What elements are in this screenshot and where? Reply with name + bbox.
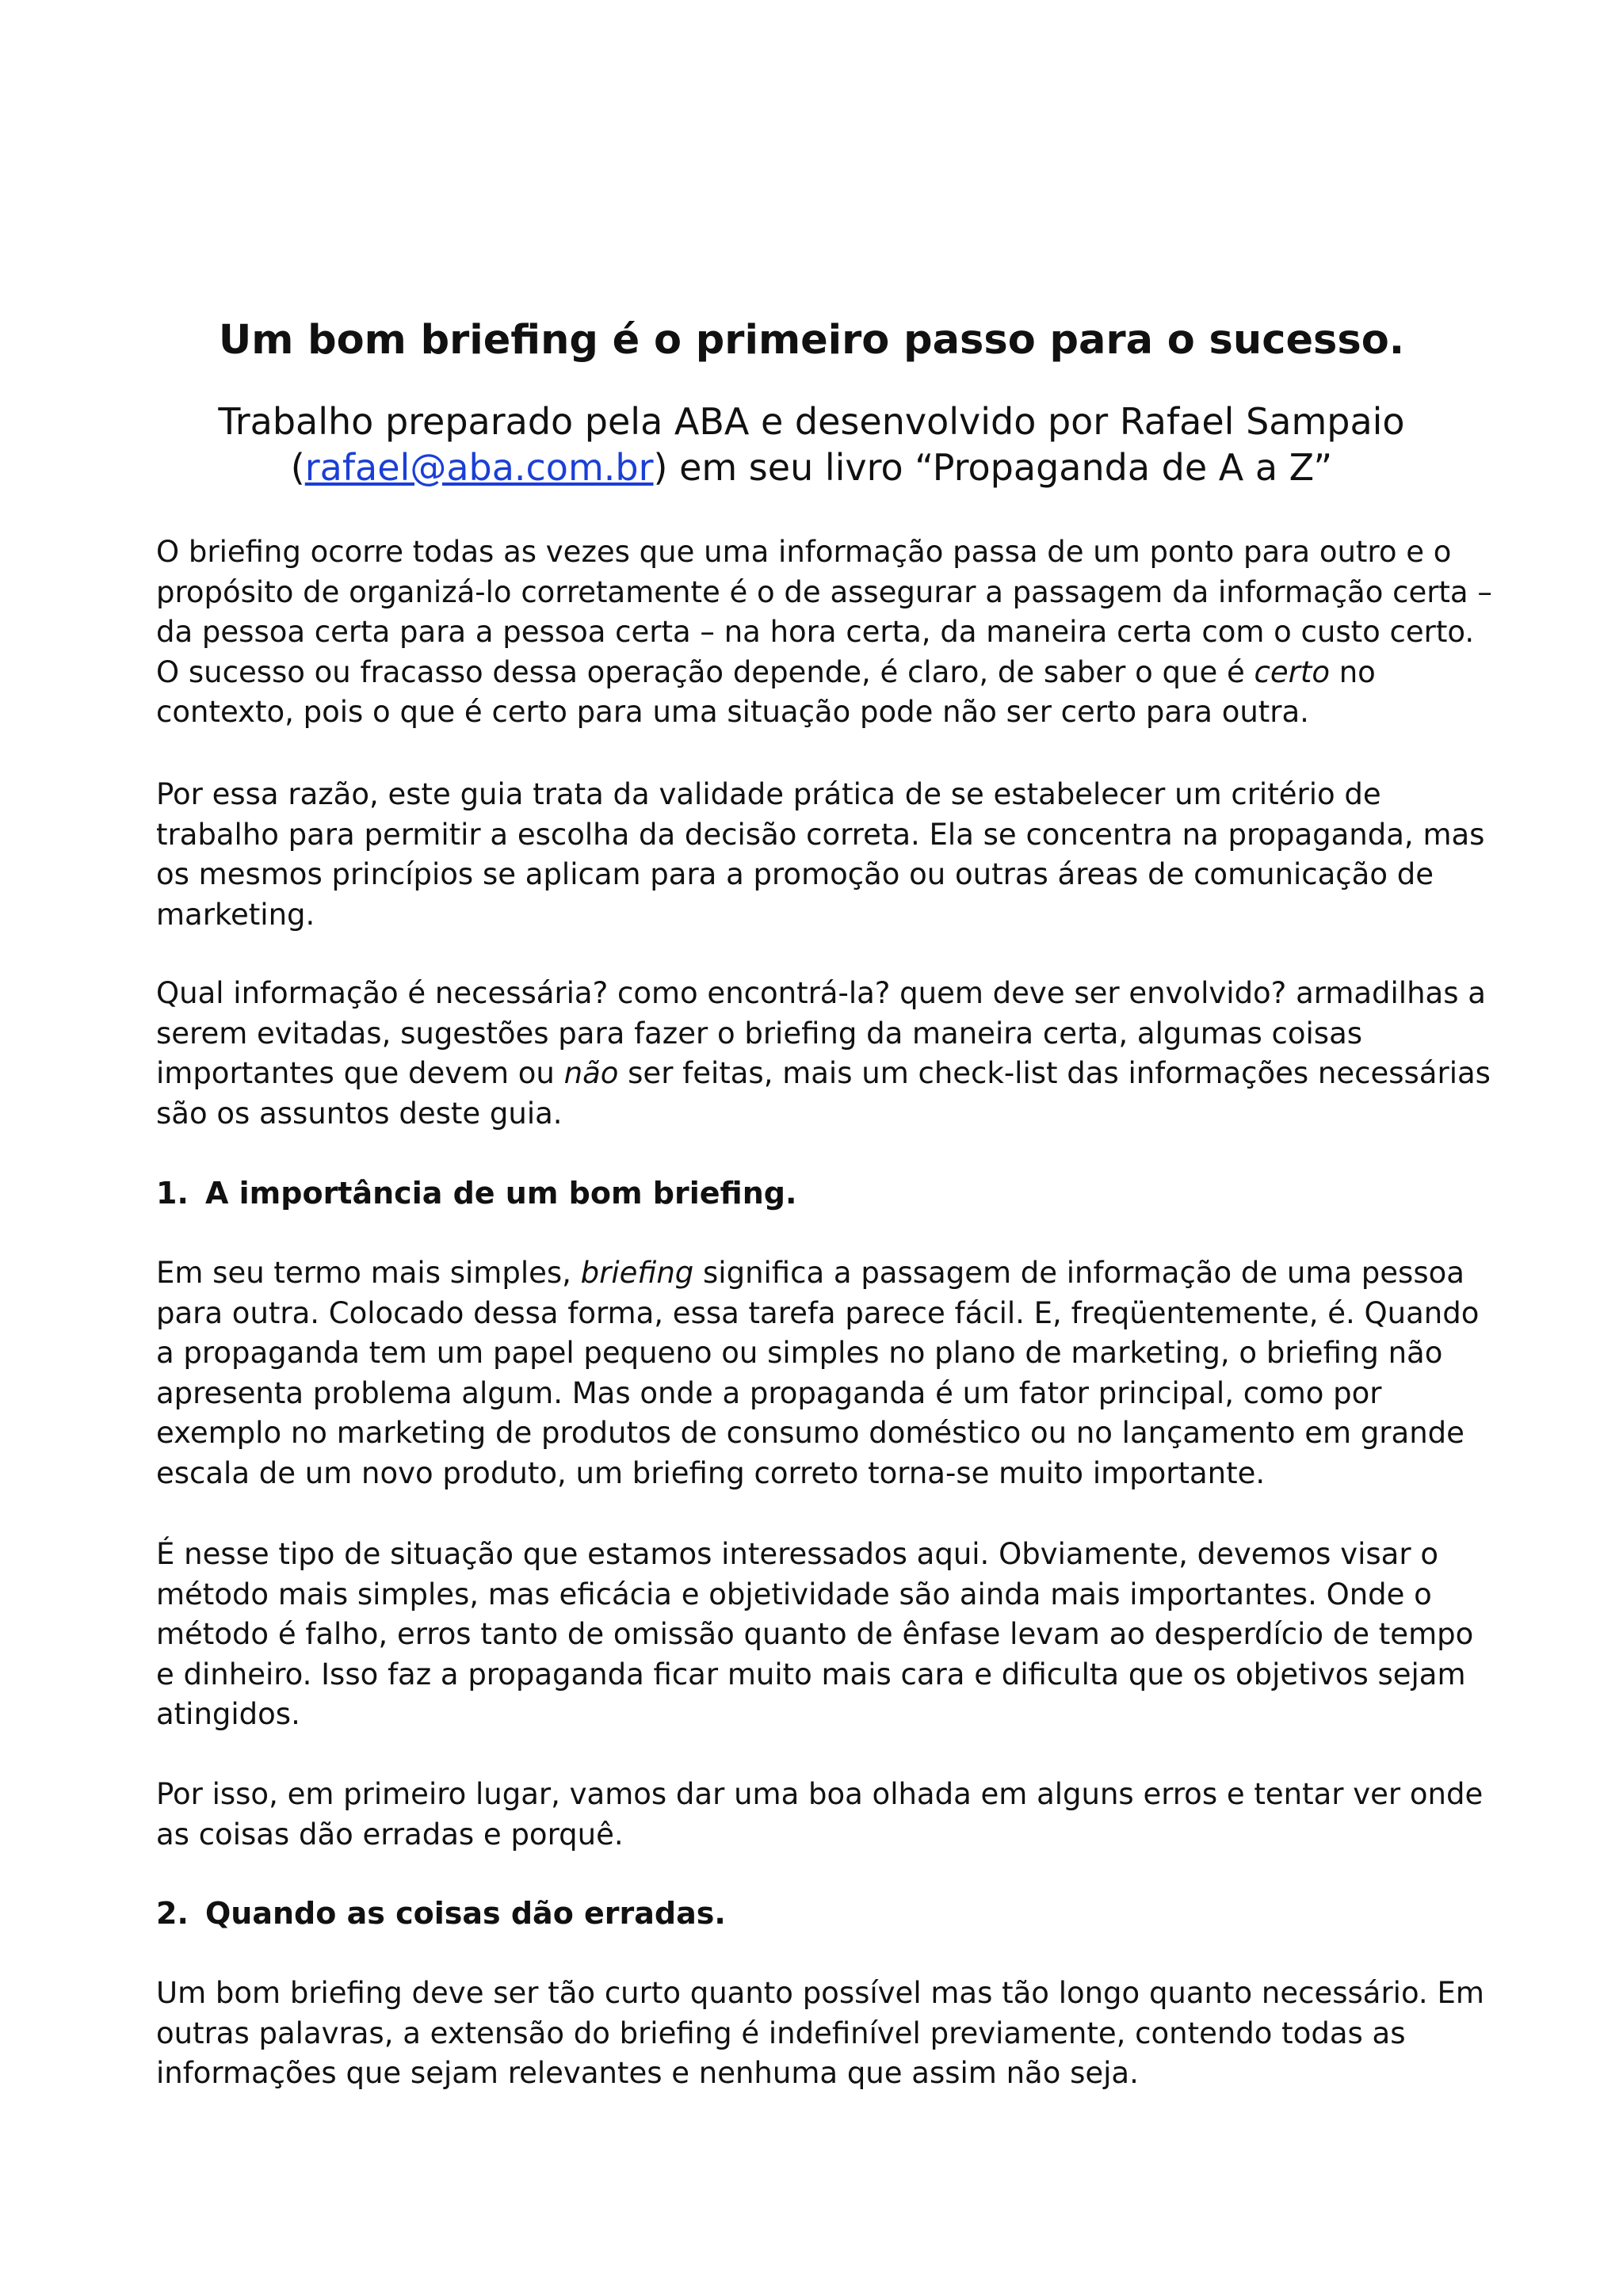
intro-paragraph-2: Por essa razão, este guia trata da validade prática de se estabelecer um critério de trabalho para permitir a escolha da decisão correta. Ela se concentra na propaganda, mas os mesmos princípios se aplicam para a promoção ou outras áreas de comunicação de marketing. (156, 777, 1485, 932)
section-1-title: A importância de um bom briefing. (205, 1176, 797, 1211)
document-subtitle (0, 399, 1623, 490)
subtitle-line-2 (0, 444, 1623, 490)
emphasis-nao: não (563, 1056, 619, 1090)
subtitle-line-1: Trabalho preparado pela ABA e desenvolvido por Rafael Sampaio (218, 400, 1405, 443)
subtitle-book-reference: ) em seu livro “Propaganda de A a Z” (653, 446, 1333, 489)
section-1-number: 1. (156, 1176, 189, 1211)
subtitle-open-paren: ( (290, 446, 305, 489)
section-1-paragraph-2: É nesse tipo de situação que estamos interessados aqui. Obviamente, devemos visar o método mais simples, mas eficácia e objetividade são ainda mais importantes. Onde o método é falho, erros tanto de omissão quanto de ênfase levam ao desperdício de tempo e dinheiro. Isso faz a propaganda ficar muito mais cara e dificulta que os objetivos sejam atingidos. (156, 1537, 1474, 1731)
section-2-title: Quando as coisas dão erradas. (205, 1896, 726, 1931)
emphasis-certo: certo (1254, 654, 1330, 689)
section-1-heading (156, 1173, 1519, 1213)
document-title: Um bom briefing é o primeiro passo para o sucesso. (218, 317, 1405, 364)
section-2-heading (156, 1894, 1519, 1933)
emphasis-briefing: briefing (580, 1256, 694, 1290)
section-2-number: 2. (156, 1896, 189, 1931)
section-2-paragraph-1: Um bom briefing deve ser tão curto quanto possível mas tão longo quanto necessário. Em outras palavras, a extensão do briefing é indefinível previamente, contendo todas as informações que sejam relevantes e nenhuma que assim não seja. (156, 1976, 1484, 2090)
author-email-link[interactable]: rafael@aba.com.br (304, 446, 654, 489)
section-1-paragraph-1: Em seu termo mais simples, briefing significa a passagem de informação de uma pessoa para outra. Colocado dessa forma, essa tarefa parece fácil. E, freqüentemente, é. Quando a propaganda tem um papel pequeno ou simples no plano de marketing, o briefing não apresenta problema algum. Mas onde a propaganda é um fator principal, como por exemplo no marketing de produtos de consumo doméstico ou no lançamento em grande escala de um novo produto, um briefing correto torna-se muito importante. (156, 1256, 1480, 1490)
intro-paragraph-1: O briefing ocorre todas as vezes que uma informação passa de um ponto para outro e o propósito de organizá-lo corretamente é o de assegurar a passagem da informação certa – da pessoa certa para a pessoa certa – na hora certa, da maneira certa com o custo certo. O sucesso ou fracasso dessa operação depende, é claro, de saber o que é certo no contexto, pois o que é certo para uma situação pode não ser certo para outra. (156, 535, 1492, 729)
section-1-paragraph-3: Por isso, em primeiro lugar, vamos dar uma boa olhada em alguns erros e tentar ver onde as coisas dão erradas e porquê. (156, 1777, 1484, 1852)
intro-paragraph-3: Qual informação é necessária? como encontrá-la? quem deve ser envolvido? armadilhas a serem evitadas, sugestões para fazer o briefing da maneira certa, algumas coisas importantes que devem ou não ser feitas, mais um check-list das informações necessárias são os assuntos deste guia. (156, 976, 1491, 1131)
